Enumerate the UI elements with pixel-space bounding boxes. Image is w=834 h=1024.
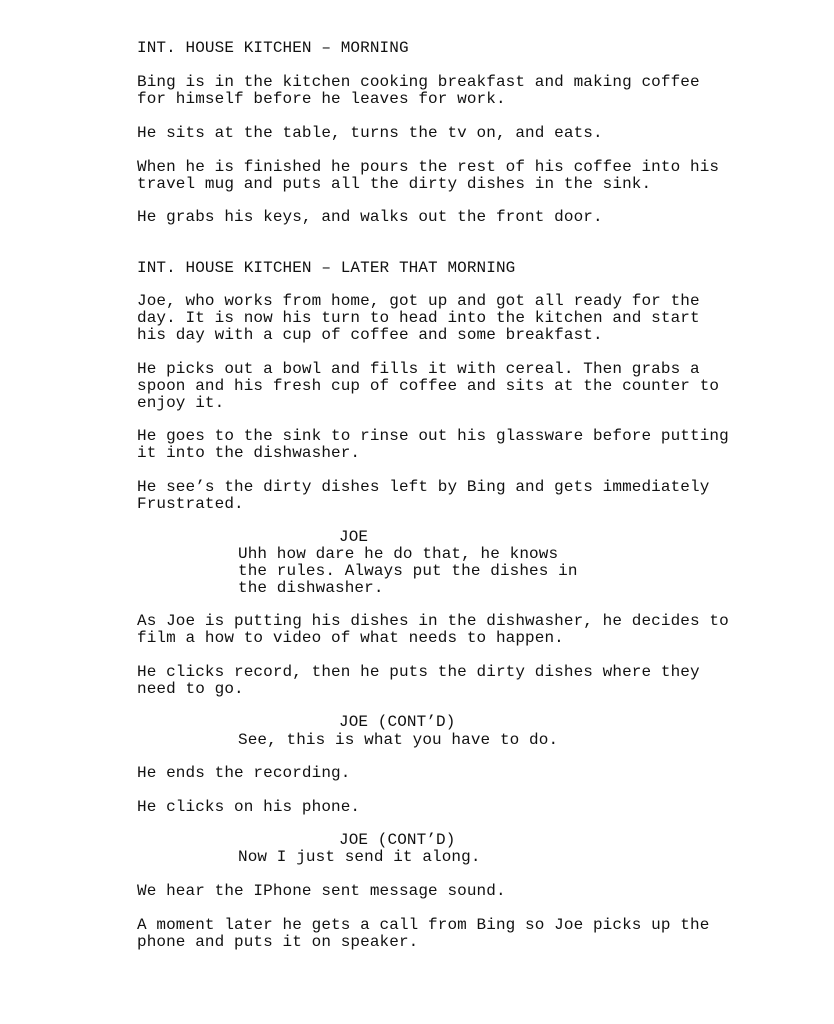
action-paragraph: He goes to the sink to rinse out his glassware before putting it into the dishwasher. (137, 427, 729, 462)
action-paragraph: A moment later he gets a call from Bing so Joe picks up the phone and puts it on speaker. (137, 916, 710, 951)
scene-heading: INT. HOUSE KITCHEN – LATER THAT MORNING (137, 259, 516, 277)
dialogue: Now I just send it along. (238, 848, 481, 866)
action-paragraph: He sits at the table, turns the tv on, and eats. (137, 124, 603, 142)
action-paragraph: Bing is in the kitchen cooking breakfast and making coffee for himself before he leaves for work. (137, 73, 700, 108)
character-name: JOE (CONT’D) (339, 713, 456, 731)
action-paragraph: When he is finished he pours the rest of his coffee into his travel mug and puts all the dirty dishes in the sink. (137, 158, 720, 193)
character-name: JOE (CONT’D) (339, 831, 456, 849)
dialogue: Uhh how dare he do that, he knows the rules. Always put the dishes in the dishwasher. (238, 545, 578, 597)
action-paragraph: He clicks on his phone. (137, 798, 361, 816)
action-paragraph: He grabs his keys, and walks out the front door. (137, 208, 603, 226)
scene-heading: INT. HOUSE KITCHEN – MORNING (137, 39, 409, 57)
character-name: JOE (339, 528, 369, 546)
dialogue: See, this is what you have to do. (238, 731, 559, 749)
action-paragraph: He picks out a bowl and fills it with cereal. Then grabs a spoon and his fresh cup of coffee and sits at the counter to enjoy it. (137, 360, 720, 412)
action-paragraph: He clicks record, then he puts the dirty dishes where they need to go. (137, 663, 700, 698)
action-paragraph: As Joe is putting his dishes in the dishwasher, he decides to film a how to video of what needs to happen. (137, 612, 729, 647)
action-paragraph: Joe, who works from home, got up and got all ready for the day. It is now his turn to head into the kitchen and start his day with a cup of coffee and some breakfast. (137, 292, 700, 344)
action-paragraph: He see’s the dirty dishes left by Bing and gets immediately Frustrated. (137, 478, 710, 513)
action-paragraph: We hear the IPhone sent message sound. (137, 882, 506, 900)
action-paragraph: He ends the recording. (137, 764, 351, 782)
